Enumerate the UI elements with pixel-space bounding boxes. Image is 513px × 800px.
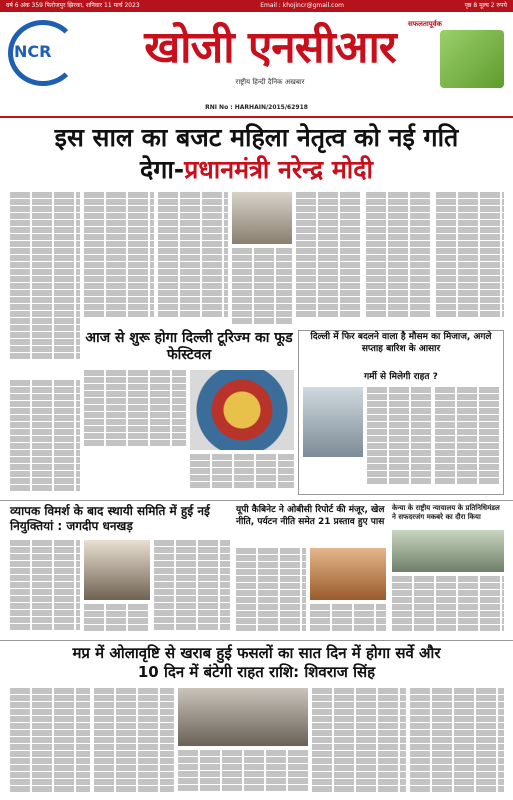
- kenya-headline: केन्या के राष्ट्रीय न्यायालय के प्रतिनिधिमंडल ने सफदरजंग मकबरे का दौरा किया: [392, 504, 500, 521]
- bottom-headline: [10, 644, 503, 682]
- weather-body-2: [435, 387, 499, 491]
- kenya-body: [392, 576, 504, 636]
- dhankhar-body-1: [10, 540, 80, 636]
- lead-column-4: [232, 248, 292, 328]
- shivraj-meeting-photo: [178, 688, 308, 746]
- up-cabinet-photo: [310, 548, 386, 600]
- divider: [0, 500, 513, 501]
- bottom-headline-line2: 10 दिन में बंटेगी राहत राशि: शिवराज सिंह: [137, 663, 376, 681]
- weather-photo: [303, 387, 363, 457]
- paper-tagline: राष्ट्रीय हिन्दी दैनिक अखबार: [235, 78, 305, 86]
- price-info: पृष्ठ 8 मूल्य 2 रुपये: [464, 2, 507, 9]
- weather-headline: दिल्ली में फिर बदलने वाला है मौसम का मिजाज, अगले सप्ताह बारिश के आसार: [299, 331, 503, 367]
- masthead-right-tag: सफलतापूर्वक: [408, 20, 442, 28]
- masthead-photo: [440, 30, 504, 88]
- bottom-column-4: [312, 688, 406, 794]
- food-festival-headline: आज से शुरू होगा दिल्ली टूरिज्म का फूड फेस्टिवल: [84, 330, 294, 366]
- food-festival-body: [84, 370, 186, 450]
- bottom-column-1: [10, 688, 90, 794]
- dhankhar-photo: [84, 540, 150, 600]
- weather-story-box: [298, 330, 504, 495]
- lead-column-2: [84, 192, 154, 322]
- email-text: Email : khojincr@gmail.com: [260, 2, 344, 9]
- masthead: [0, 12, 513, 104]
- top-info-bar: [0, 0, 513, 12]
- divider: [0, 640, 513, 641]
- dhankhar-headline: व्यापक विमर्श के बाद स्थायी समिति में हुई नई नियुक्तियां : जगदीप धनखड़: [10, 504, 210, 533]
- bottom-headline-line1: मप्र में ओलावृष्टि से खराब हुई फसलों का सात दिन में होगा सर्वे और: [72, 644, 441, 662]
- lead-column-1: [10, 192, 80, 372]
- weather-subheadline: गर्मी से मिलेगी राहत ?: [364, 372, 438, 382]
- divider: [0, 116, 513, 118]
- left-sub-story: [10, 380, 80, 495]
- up-cabinet-headline: यूपी कैबिनेट ने ओबीसी रिपोर्ट की मंजूर, खेल नीति, पर्यटन नीति समेत 21 प्रस्ताव हुए पास: [236, 505, 385, 527]
- lead-headline-line1: इस साल का बजट महिला नेतृत्व को नई गति: [54, 123, 459, 152]
- food-festival-body-2: [190, 454, 294, 494]
- lead-headline-line2-black: देगा-: [139, 155, 185, 184]
- food-festival-photo: [190, 370, 294, 450]
- kenya-photo: [392, 530, 504, 572]
- weather-body-1: [367, 387, 431, 491]
- lead-headline-line2: [10, 154, 503, 186]
- up-cabinet-body-2: [310, 604, 386, 636]
- bottom-column-5: [410, 688, 504, 794]
- dhankhar-body-2: [154, 540, 230, 636]
- lead-headline: [10, 122, 503, 186]
- bottom-column-3: [178, 750, 308, 794]
- dhankhar-body-3: [84, 604, 150, 636]
- up-cabinet-body-1: [236, 548, 306, 636]
- logo-text: NCR: [14, 42, 52, 61]
- pm-modi-photo: [232, 192, 292, 244]
- lead-column-5: [296, 192, 362, 322]
- issue-info: वर्ष 6 अंक 359 फिरोजपुर झिरका, शनिवार 11 मार्च 2023: [6, 2, 140, 9]
- rni-number: RNI No : HARHAIN/2015/62918: [205, 104, 308, 111]
- lead-column-3: [158, 192, 228, 322]
- lead-column-6: [366, 192, 432, 322]
- lead-column-7: [436, 192, 504, 322]
- lead-headline-line2-red: प्रधानमंत्री नरेन्द्र मोदी: [184, 155, 374, 184]
- paper-title: खोजी एनसीआर: [144, 22, 396, 73]
- bottom-column-2: [94, 688, 174, 794]
